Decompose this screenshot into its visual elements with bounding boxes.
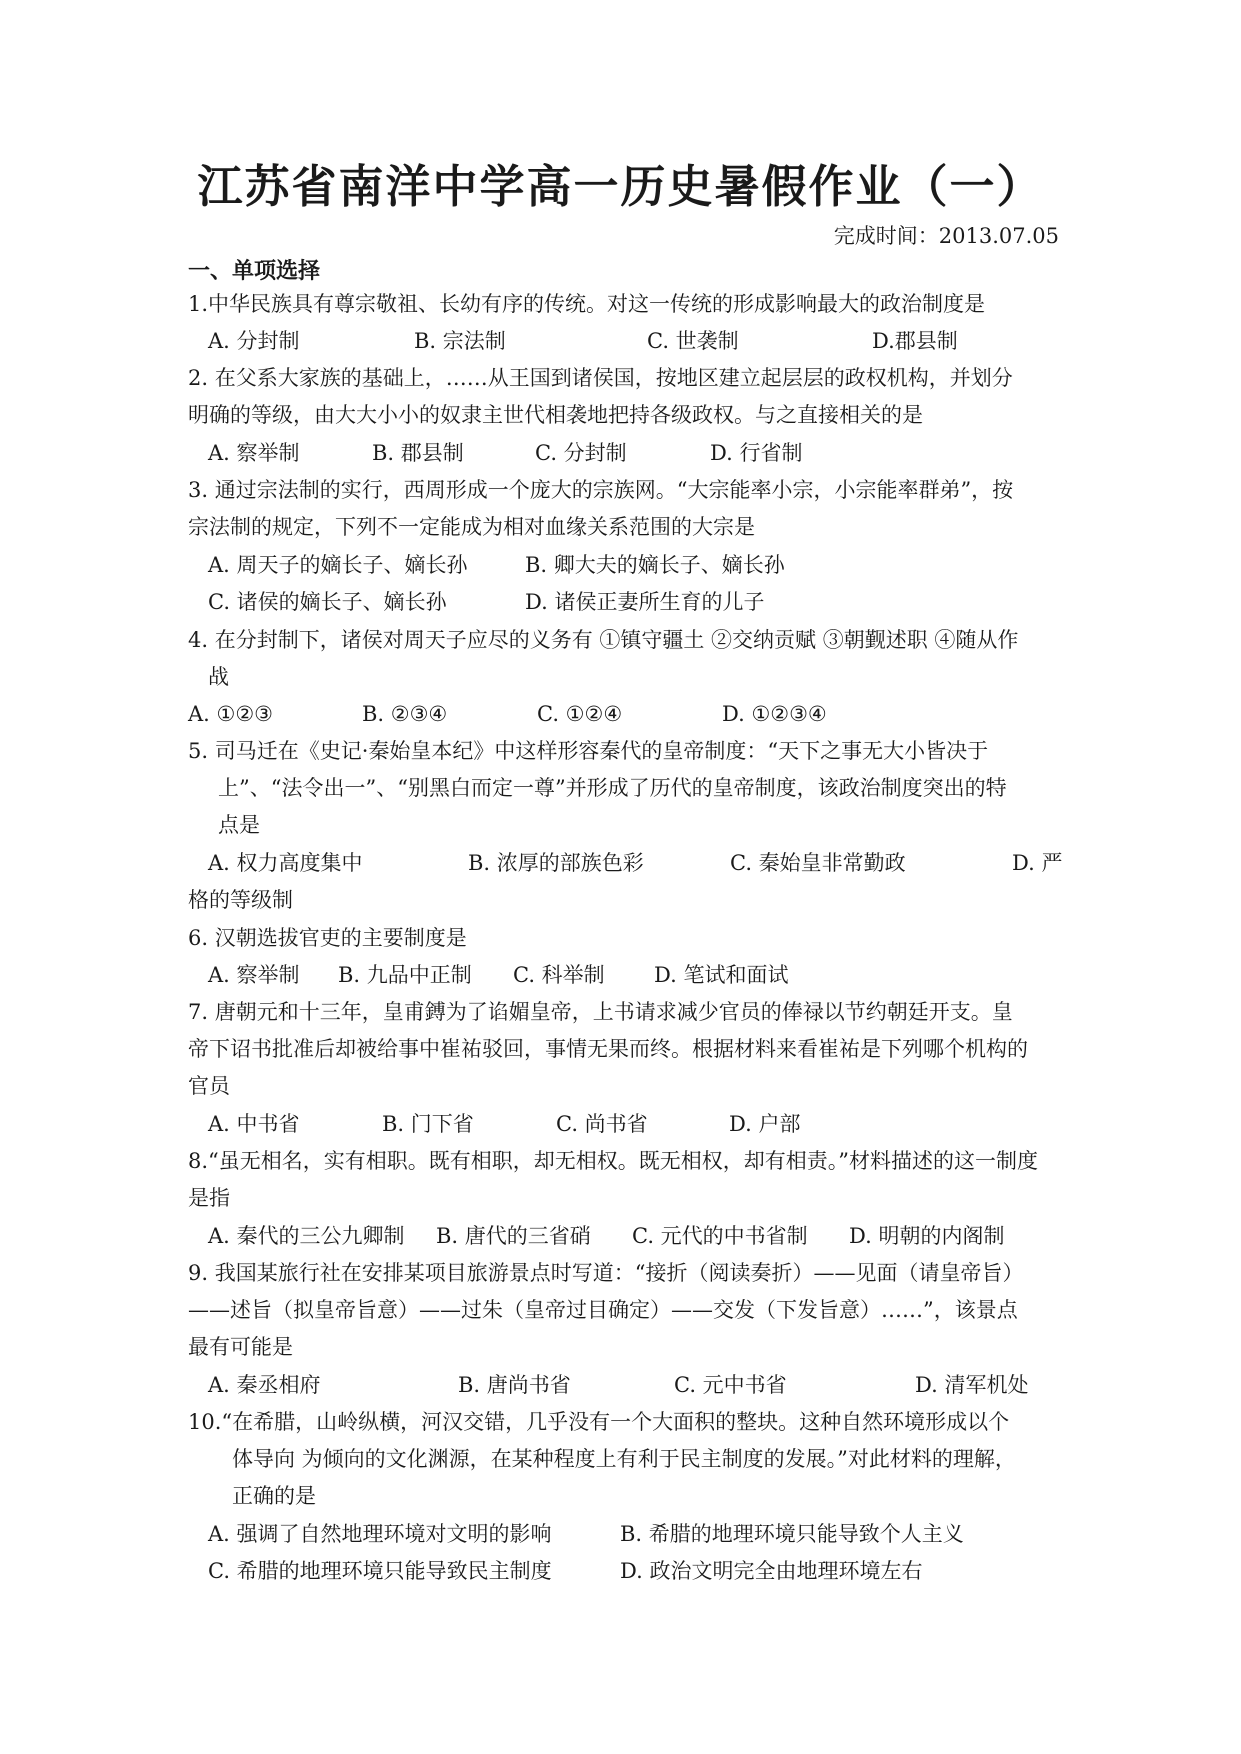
question-6-stem-line-1: 6. 汉朝选拔官吏的主要制度是 [188,926,467,950]
question-7-option-a: A. 中书省 [208,1112,300,1136]
question-10-option-c: C. 希腊的地理环境只能导致民主制度 [208,1559,552,1583]
question-2-option-b: B. 郡县制 [372,441,464,465]
question-5-option-d: D. 严 [1012,851,1063,875]
question-3-stem-line-1: 3. 通过宗法制的实行，西周形成一个庞大的宗族网。“大宗能率小宗，小宗能率群弟”，按 [188,478,1014,502]
question-5-option-d-continued: 格的等级制 [188,888,293,912]
question-10-option-a: A. 强调了自然地理环境对文明的影响 [208,1522,552,1546]
question-10-option-b: B. 希腊的地理环境只能导致个人主义 [620,1522,964,1546]
question-3-option-c: C. 诸侯的嫡长子、嫡长孙 [208,590,447,614]
question-1-option-d: D.郡县制 [872,329,958,353]
question-8-option-d: D. 明朝的内阁制 [849,1224,1005,1248]
question-6-option-d: D. 笔试和面试 [654,963,789,987]
question-5-option-a: A. 权力高度集中 [208,851,363,875]
question-9-stem-line-1: 9. 我国某旅行社在安排某项目旅游景点时写道：“接折（阅读奏折）——见面（请皇帝旨） [188,1261,1024,1285]
question-5-option-c: C. 秦始皇非常勤政 [730,851,906,875]
question-7-stem-line-1: 7. 唐朝元和十三年，皇甫鎛为了谄媚皇帝，上书请求减少官员的俸禄以节约朝廷开支。皇 [188,1000,1013,1024]
question-8-stem-line-1: 8.“虽无相名，实有相职。既有相职，却无相权。既无相权，却有相责。”材料描述的这一制度 [188,1149,1039,1173]
question-2-option-d: D. 行省制 [710,441,803,465]
question-4-option-a: A. ①②③ [188,702,273,726]
question-10-stem-line-1: 10.“在希腊，山岭纵横，河汉交错，几乎没有一个大面积的整块。这种自然环境形成以个 [188,1410,1010,1434]
question-10-stem-line-2: 体导向 为倾向的文化渊源，在某种程度上有利于民主制度的发展。”对此材料的理解， [232,1447,1016,1471]
page-title: 江苏省南洋中学高一历史暑假作业（一） [197,160,1044,213]
question-7-option-c: C. 尚书省 [556,1112,648,1136]
question-6-option-c: C. 科举制 [513,963,605,987]
question-7-option-d: D. 户部 [729,1112,801,1136]
question-3-option-d: D. 诸侯正妻所生育的儿子 [525,590,765,614]
question-9-option-a: A. 秦丞相府 [208,1373,321,1397]
question-5-stem-line-2: 上”、“法令出一”、“别黑白而定一尊”并形成了历代的皇帝制度，该政治制度突出的特 [218,776,1007,800]
question-3-option-a: A. 周天子的嫡长子、嫡长孙 [208,553,468,577]
question-2-stem-line-2: 明确的等级，由大大小小的奴隶主世代相袭地把持各级政权。与之直接相关的是 [188,403,923,427]
question-2-option-a: A. 察举制 [208,441,300,465]
question-9-option-b: B. 唐尚书省 [458,1373,571,1397]
question-6-option-b: B. 九品中正制 [338,963,472,987]
question-4-option-d: D. ①②③④ [722,702,827,726]
question-8-option-c: C. 元代的中书省制 [632,1224,808,1248]
question-8-option-b: B. 唐代的三省硝 [436,1224,591,1248]
question-5-stem-line-3: 点是 [218,813,260,837]
question-2-stem-line-1: 2. 在父系大家族的基础上，……从王国到诸侯国，按地区建立起层层的政权机构，并划分 [188,366,1013,390]
question-9-stem-line-2: ——述旨（拟皇帝旨意）——过朱（皇帝过目确定）——交发（下发旨意）……”，该景点 [188,1298,1018,1322]
question-1-stem-line-1: 1.中华民族具有尊宗敬祖、长幼有序的传统。对这一传统的形成影响最大的政治制度是 [188,292,986,316]
question-5-stem-line-1: 5. 司马迁在《史记·秦始皇本纪》中这样形容秦代的皇帝制度：“天下之事无大小皆决于 [188,739,989,763]
question-9-option-c: C. 元中书省 [674,1373,787,1397]
question-4-stem-line-2: 战 [208,665,229,689]
question-8-option-a: A. 秦代的三公九卿制 [208,1224,405,1248]
question-3-option-b: B. 卿大夫的嫡长子、嫡长孙 [525,553,785,577]
section-title: 一、单项选择 [188,259,321,284]
completion-date: 完成时间：2013.07.05 [833,224,1059,248]
question-7-stem-line-3: 官员 [188,1074,230,1098]
question-1-option-c: C. 世袭制 [647,329,739,353]
question-4-option-c: C. ①②④ [537,702,623,726]
question-7-option-b: B. 门下省 [382,1112,474,1136]
question-2-option-c: C. 分封制 [535,441,627,465]
question-10-option-d: D. 政治文明完全由地理环境左右 [620,1559,923,1583]
question-4-stem-line-1: 4. 在分封制下，诸侯对周天子应尽的义务有 ①镇守疆土 ②交纳贡赋 ③朝觐述职 ④随从作 [188,628,1019,652]
question-5-option-b: B. 浓厚的部族色彩 [468,851,644,875]
question-9-stem-line-3: 最有可能是 [188,1335,293,1359]
question-10-stem-line-3: 正确的是 [232,1484,316,1508]
question-9-option-d: D. 清军机处 [915,1373,1029,1397]
question-1-option-b: B. 宗法制 [414,329,506,353]
question-7-stem-line-2: 帝下诏书批准后却被给事中崔祐驳回，事情无果而终。根据材料来看崔祐是下列哪个机构的 [188,1037,1028,1061]
question-1-option-a: A. 分封制 [208,329,300,353]
question-3-stem-line-2: 宗法制的规定，下列不一定能成为相对血缘关系范围的大宗是 [188,515,755,539]
question-8-stem-line-2: 是指 [188,1186,230,1210]
question-6-option-a: A. 察举制 [208,963,300,987]
question-4-option-b: B. ②③④ [362,702,448,726]
